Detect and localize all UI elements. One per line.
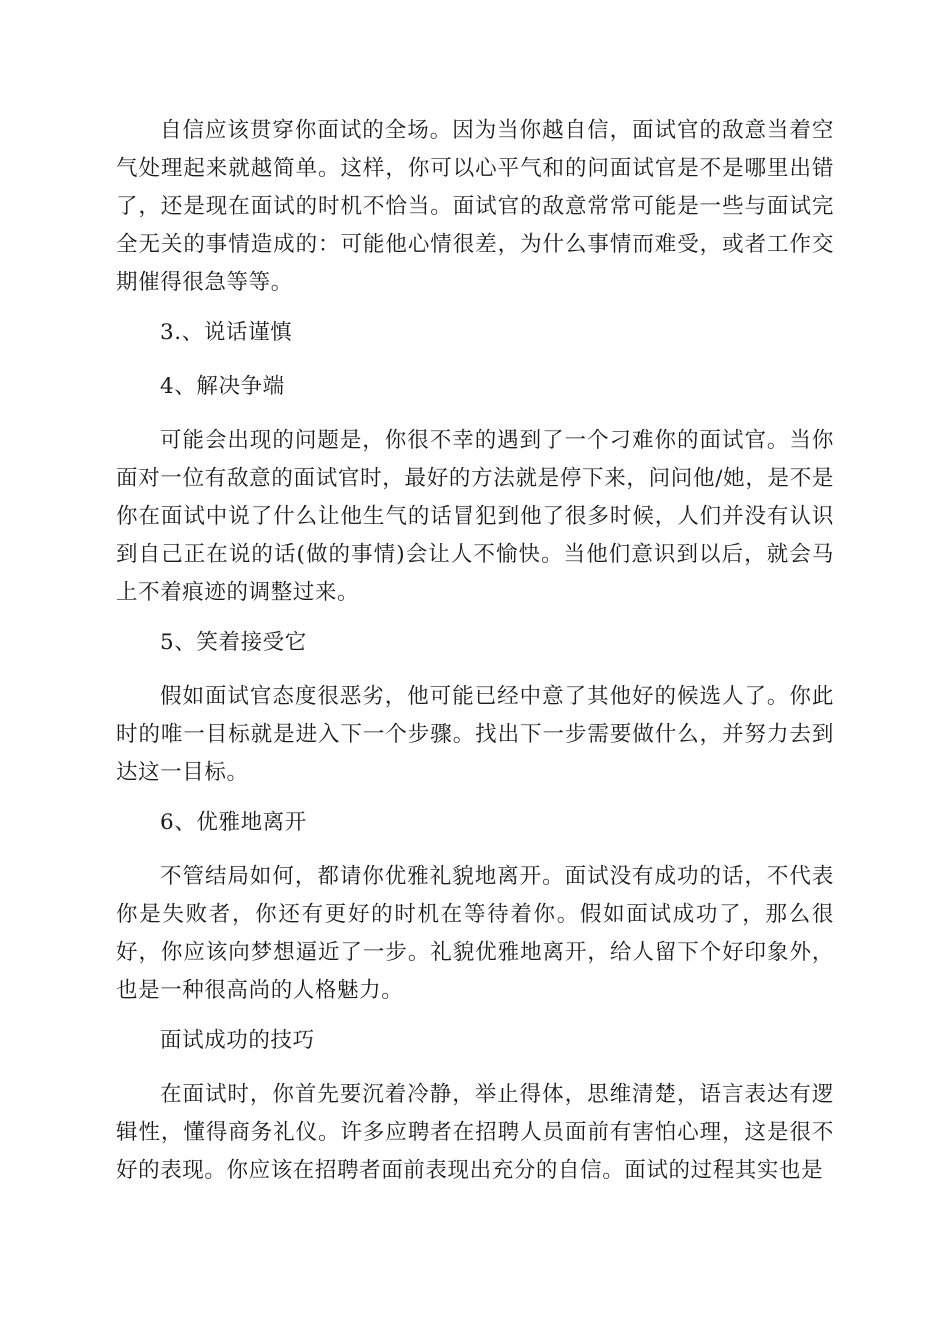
heading-resolve-dispute: 4、解决争端 [160,374,285,399]
document-body [116,112,834,1202]
heading-leave-gracefully: 6、优雅地离开 [160,810,307,835]
paragraph-bad-attitude: 假如面试官态度很恶劣，他可能已经中意了其他好的候选人了。你此时的唯一目标就是进入下一个步骤。找出下一步需要做什么，并努力去到达这一目标。 [116,684,834,785]
heading-accept-with-smile: 5、笑着接受它 [160,630,307,655]
paragraph-graceful-exit: 不管结局如何，都请你优雅礼貌地离开。面试没有成功的话，不代表你是失败者，你还有更好的时机在等待着你。假如面试成功了，那么很好，你应该向梦想逼近了一步。礼貌优雅地离开，给人留下个好印象外，也是一种很高尚的人格魅力。 [116,864,834,1003]
heading-interview-tips: 面试成功的技巧 [160,1028,315,1053]
paragraph-hostile-interviewer: 可能会出现的问题是，你很不幸的遇到了一个刁难你的面试官。当你面对一位有敌意的面试官时，最好的方法就是停下来，问问他/她，是不是你在面试中说了什么让他生气的话冒犯到他了很多时候，人们并没有认识到自己正在说的话(做的事情)会让人不愉快。当他们意识到以后，就会马上不着痕迹的调整过来。 [116,428,834,605]
paragraph-interview-tips: 在面试时，你首先要沉着冷静，举止得体，思维清楚，语言表达有逻辑性，懂得商务礼仪。许多应聘者在招聘人员面前有害怕心理，这是很不好的表现。你应该在招聘者面前表现出充分的自信。面试的过程其实也是 [116,1082,834,1183]
paragraph-confidence: 自信应该贯穿你面试的全场。因为当你越自信，面试官的敌意当着空气处理起来就越简单。这样，你可以心平气和的问面试官是不是哪里出错了，还是现在面试的时机不恰当。面试官的敌意常常可能是一些与面试完全无关的事情造成的：可能他心情很差，为什么事情而难受，或者工作交期催得很急等等。 [116,118,834,295]
heading-speak-carefully: 3.、说话谨慎 [160,320,293,345]
